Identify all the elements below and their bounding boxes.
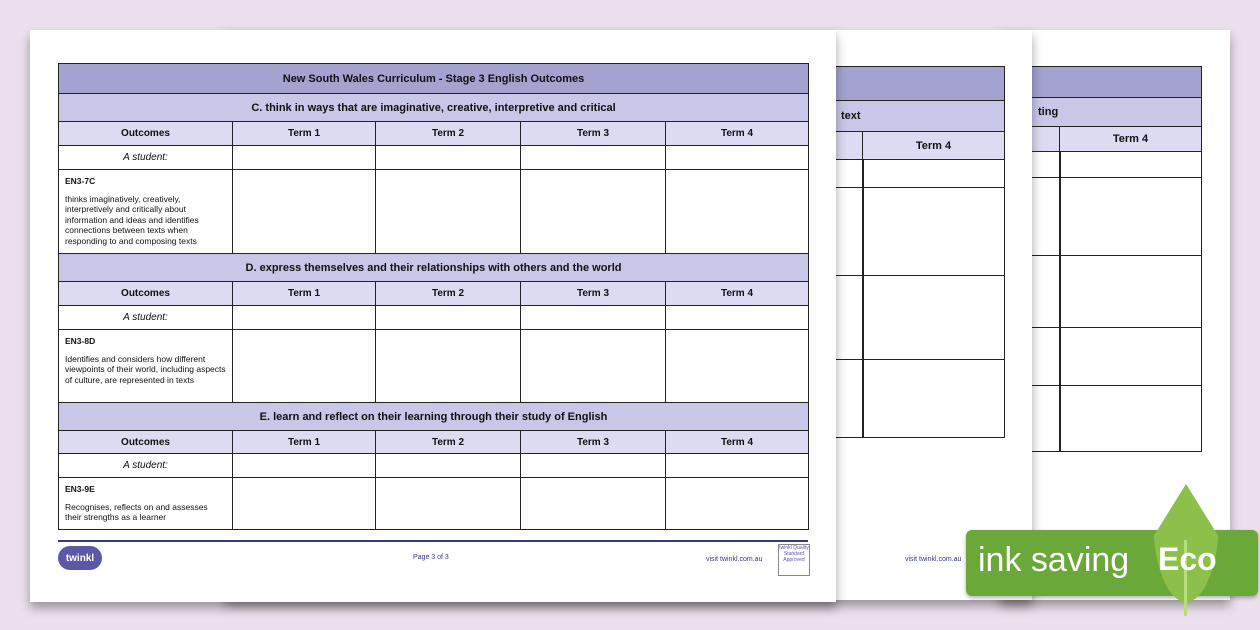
term-4-cell[interactable] (666, 478, 809, 530)
student-label: A student: (59, 454, 233, 478)
term-2-cell[interactable] (376, 170, 521, 254)
term-1-cell[interactable] (233, 170, 376, 254)
term-3-cell[interactable] (521, 146, 666, 170)
column-header: Term 2 (376, 122, 521, 146)
term-1-cell[interactable] (233, 306, 376, 330)
title-bar (1020, 66, 1202, 98)
term-3-cell[interactable] (521, 170, 666, 254)
outcomes-table (58, 63, 809, 530)
section-heading: D. express themselves and their relationships with others and the world (59, 254, 809, 282)
term-3-cell[interactable] (521, 454, 666, 478)
section-heading: C. think in ways that are imaginative, creative, interpretive and critical (59, 94, 809, 122)
outcome-code: EN3-7C (65, 176, 96, 186)
outcome-code: EN3-8D (65, 336, 96, 346)
outcome-code: EN3-9E (65, 484, 95, 494)
student-label: A student: (59, 306, 233, 330)
term-4-cell[interactable] (666, 170, 809, 254)
column-header: Term 1 (233, 122, 376, 146)
term-3-cell[interactable] (521, 478, 666, 530)
column-header-term-4: Term 4 (862, 131, 1005, 160)
table-title: New South Wales Curriculum - Stage 3 English Outcomes (59, 64, 809, 94)
outcome-cell (59, 170, 233, 254)
term-1-cell[interactable] (233, 146, 376, 170)
column-header: Term 1 (233, 431, 376, 454)
term-4-cell[interactable] (666, 306, 809, 330)
column-header: Term 2 (376, 431, 521, 454)
column-divider (1059, 151, 1061, 452)
outcome-cell (59, 330, 233, 403)
column-header: Term 1 (233, 282, 376, 306)
outcome-text: Identifies and considers how different viewpoints of their world, including aspects of culture, are represented in texts (65, 353, 226, 385)
table-row (1020, 255, 1202, 328)
section-heading (1020, 97, 1202, 127)
ink-saving-text: ink saving (978, 541, 1130, 579)
eco-text: Eco (1158, 541, 1217, 577)
term-3-cell[interactable] (521, 330, 666, 403)
quality-badge: twinkl Quality Standard Approved (778, 544, 810, 576)
heading-fragment: text (841, 110, 861, 122)
column-divider (862, 159, 864, 438)
term-2-cell[interactable] (376, 330, 521, 403)
footer-url[interactable]: visit twinkl.com.au (706, 556, 763, 563)
column-header: Term 3 (521, 282, 666, 306)
column-header: Outcomes (59, 282, 233, 306)
page-number: Page 3 of 3 (413, 554, 449, 561)
table-row (1020, 327, 1202, 386)
outcome-cell (59, 478, 233, 530)
table-row (1020, 177, 1202, 256)
column-header-term-4: Term 4 (1059, 126, 1202, 152)
section-heading: E. learn and reflect on their learning through their study of English (59, 403, 809, 431)
term-2-cell[interactable] (376, 478, 521, 530)
term-1-cell[interactable] (233, 478, 376, 530)
term-2-cell[interactable] (376, 146, 521, 170)
term-4-cell[interactable] (666, 146, 809, 170)
term-4-cell[interactable] (666, 454, 809, 478)
outcome-text: thinks imaginatively, creatively, interpretively and critically about information and ideas and identifies connections between texts when responding to and composing texts (65, 193, 199, 246)
heading-fragment: ting (1038, 106, 1059, 118)
table-row (1020, 385, 1202, 452)
term-1-cell[interactable] (233, 330, 376, 403)
outcome-text: Recognises, reflects on and assesses their strengths as a learner (65, 501, 208, 522)
footer-divider (58, 540, 808, 542)
column-header: Term 4 (666, 122, 809, 146)
student-label: A student: (59, 146, 233, 170)
twinkl-logo[interactable]: twinkl (58, 546, 102, 570)
term-2-cell[interactable] (376, 454, 521, 478)
table-row (1020, 151, 1202, 178)
term-3-cell[interactable] (521, 306, 666, 330)
footer-url: visit twinkl.com.au (905, 556, 962, 563)
column-header: Outcomes (59, 431, 233, 454)
term-4-cell[interactable] (666, 330, 809, 403)
term-2-cell[interactable] (376, 306, 521, 330)
column-header: Term 2 (376, 282, 521, 306)
column-header: Outcomes (59, 122, 233, 146)
term-1-cell[interactable] (233, 454, 376, 478)
column-header: Term 4 (666, 431, 809, 454)
column-header: Term 4 (666, 282, 809, 306)
column-header: Term 3 (521, 122, 666, 146)
column-header: Term 3 (521, 431, 666, 454)
